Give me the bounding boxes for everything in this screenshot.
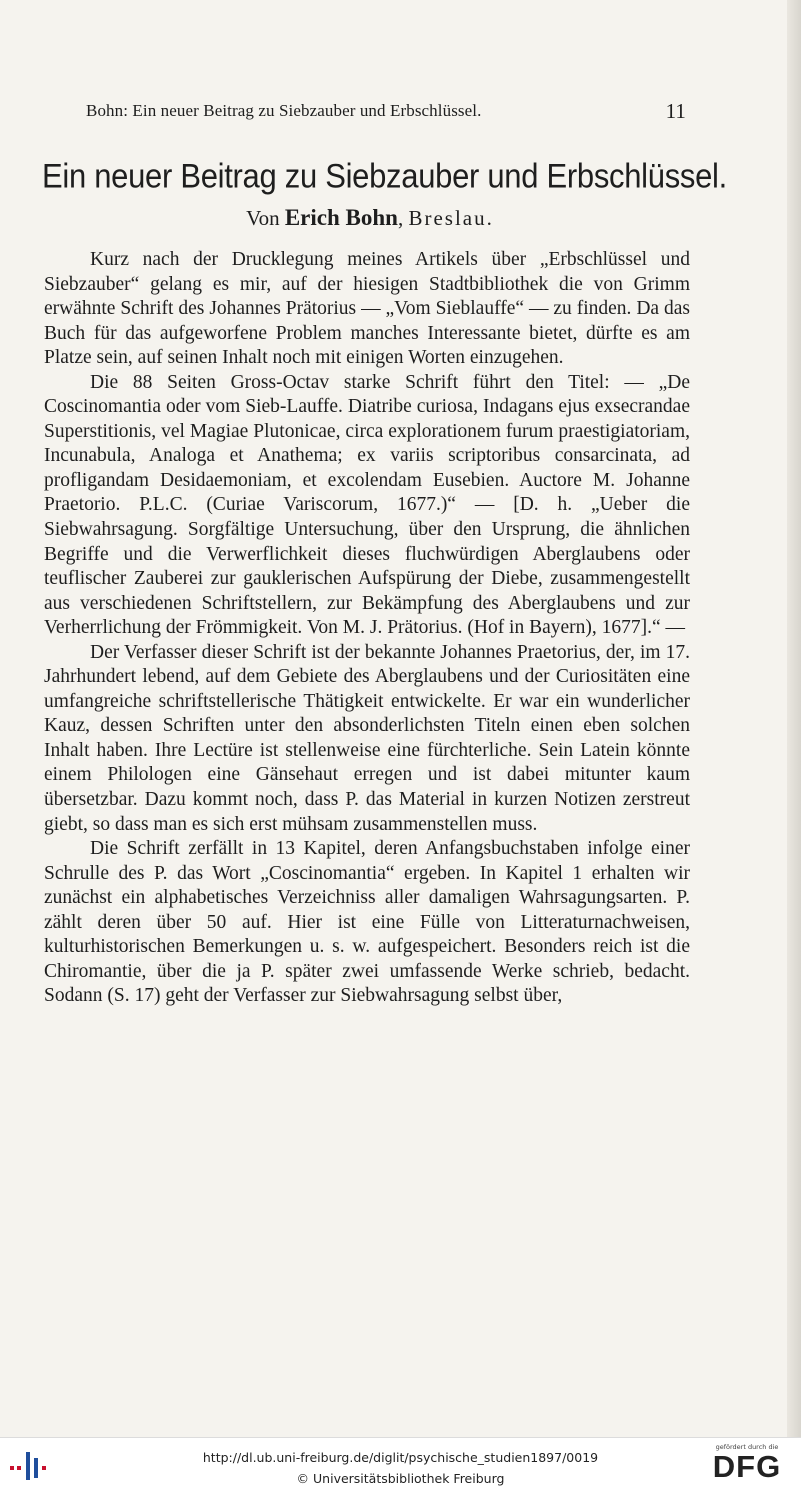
dfg-sponsor[interactable] — [699, 1443, 795, 1483]
paragraph-2: Die 88 Seiten Gross-Octav starke Schrift führt den Titel: — „De Coscinomantia oder vom Sieb-Lauffe. Diatribe curiosa, Indagans ejus exsecrandae Superstitionis, vel Magiae Plutonicae, circa explorationem furum praestigiatoriam, Incunabula, Analoga et Anathema; ex variis scriptoribus consarcinata, ad profligandam Desidaemoniam, et excolendam Eusebien. Auctore M. Johanne Praetorio. P.L.C. (Curiae Variscorum, 1677.)“ — [D. h. „Ueber die Siebwahrsagung. Sorgfältige Untersuchung, über den Ursprung, die ähnlichen Begriffe und die Verwerflichkeit dieses fluchwürdigen Aberglaubens oder teuflischer Zauberei zur gauklerischen Aufspürung der Diebe, zusammengestellt aus verschiedenen Schriftstellern, zur Bekämpfung des Aberglaubens und zur Verherrlichung der Frömmigkeit. Von M. J. Prätorius. (Hof in Bayern), 1677].“ — — [44, 371, 690, 639]
byline-prefix: Von — [246, 206, 280, 230]
paragraph-4: Die Schrift zerfällt in 13 Kapitel, deren Anfangsbuchstaben infolge einer Schrulle des P. das Wort „Coscinomantia“ ergeben. In Kapitel 1 erhalten wir zunächst ein alphabetisches Verzeichniss aller damaligen Wahrsagungsarten. P. zählt deren über 50 auf. Hier ist eine Fülle von Litteraturnachweisen, kulturhistorischen Bemerkungen u. s. w. aufgespeichert. Besonders reich ist die Chiromantie, über die ja P. später zwei umfassende Werke schrieb, bedacht. Sodann (S. 17) geht der Verfasser zur Siebwahrsagung selbst über, — [44, 838, 690, 1007]
running-head — [86, 101, 686, 121]
article-body — [44, 248, 690, 1009]
paragraph-1: Kurz nach der Drucklegung meines Artikels über „Erbschlüssel und Siebzauber“ gelang es mir, auf der hiesigen Stadtbibliothek die von Grimm erwähnte Schrift des Johannes Prätorius — „Vom Sieblauffe“ — zu finden. Da das Buch für das aufgeworfene Problem manches Interessante bietet, dürfte es am Platze sein, auf seinen Inhalt noch mit einigen Worten einzugehen. — [44, 249, 690, 369]
author-name: Erich Bohn — [284, 205, 398, 230]
sponsor-caption: gefördert durch die — [715, 1443, 779, 1451]
article-title: Ein neuer Beitrag zu Siebzauber und Erbschlüssel. — [42, 156, 727, 196]
running-head-text: Bohn: Ein neuer Beitrag zu Siebzauber und Erbschlüssel. — [86, 101, 482, 120]
viewer-footer — [0, 1437, 801, 1495]
page-edge — [787, 0, 801, 1437]
paragraph-3: Der Verfasser dieser Schrift ist der bekannte Johannes Praetorius, der, im 17. Jahrhundert lebend, auf dem Gebiete des Aberglaubens und der Curiositäten eine umfangreiche schriftstellerische Thätigkeit entwickelte. Er war ein wunderlicher Kauz, dessen Schriften unter den absonderlichsten Titeln einen eben solchen Inhalt haben. Ihre Lectüre ist stellenweise eine fürchterliche. Sein Latein könnte einem Philologen eine Gänsehaut erregen und ist dabei mitunter kaum übersetzbar. Dazu kommt noch, dass P. das Material in kurzen Notizen zerstreut giebt, so dass man es sich erst mühsam zusammenstellen muss. — [44, 641, 690, 835]
page-number: 11 — [665, 99, 686, 123]
copyright-notice: © Universitätsbibliothek Freiburg — [296, 1471, 505, 1486]
dfg-logo-icon: DFG — [712, 1449, 782, 1484]
author-place: Breslau. — [408, 206, 494, 230]
byline — [0, 205, 740, 231]
permalink-url[interactable]: http://dl.ub.uni-freiburg.de/diglit/psychische_studien1897/0019 — [202, 1450, 599, 1465]
byline-separator: , — [397, 206, 404, 230]
